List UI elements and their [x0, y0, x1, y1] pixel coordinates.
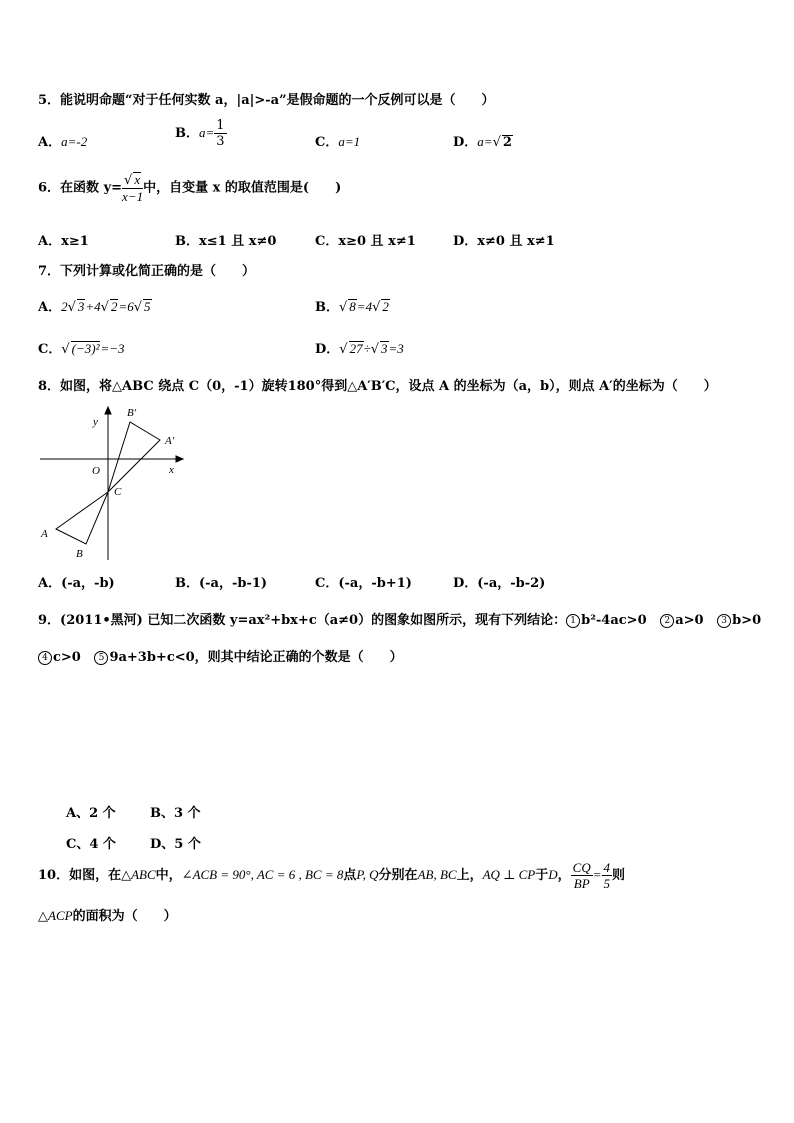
q7-stem: 7．下列计算或化简正确的是（ ）	[38, 264, 256, 279]
circled-number: 4	[38, 651, 52, 665]
q5-option-b	[175, 118, 227, 149]
fraction-numerator	[122, 172, 143, 189]
q10-math: P, Q	[356, 867, 379, 882]
q8-stem: 8．如图，将△ABC 绕点 C（0，-1）旋转180°得到△A′B′C，设点 A 的坐标为（a，b），则点 A′的坐标为（ ）	[38, 379, 717, 394]
triangle-abc	[56, 492, 108, 544]
circled-number: 5	[94, 651, 108, 665]
q5-stem: 5．能说明命题“对于任何实数 a，|a|>-a”是假命题的一个反例可以是（ ）	[38, 93, 495, 108]
option-label: D．	[315, 342, 340, 357]
q9-stem-line1	[38, 609, 761, 628]
q6-option-c: C．x≥0 且 x≠1	[315, 234, 416, 249]
q10-text: 分别在	[378, 868, 418, 883]
radical-sign-icon: √	[370, 342, 380, 357]
fraction-denominator: x−1	[122, 189, 144, 204]
option-value: a=	[477, 134, 493, 149]
q7-option-a	[38, 296, 152, 315]
expr-part: +4	[85, 299, 101, 314]
q9-stem-pre: 9．(2011•黑河) 已知二次函数 y=ax²+bx+c（a≠0）的图象如图所示，现有下列结论：	[38, 613, 567, 628]
q9-conclusion-4: c>0	[53, 650, 81, 665]
q10-math: AQ ⊥ CP	[482, 867, 536, 882]
q10-text: 则	[612, 868, 626, 883]
radicand: 3	[381, 341, 388, 356]
label-y: y	[93, 416, 98, 428]
fraction-denominator: 3	[216, 134, 225, 149]
fraction	[214, 118, 226, 149]
option-label: B．	[175, 126, 199, 141]
radical-sign-icon: √	[61, 342, 70, 357]
radicand: 2	[382, 299, 389, 314]
x-axis-arrow-icon	[176, 456, 183, 462]
radicand: 2	[502, 135, 512, 150]
circled-number: 3	[717, 614, 731, 628]
label-x: x	[169, 464, 174, 476]
q10-stem-line2	[38, 905, 177, 924]
radical-sign-icon: √	[339, 342, 348, 357]
q7-option-b	[315, 296, 390, 315]
q9-conclusion-2: a>0	[675, 613, 704, 628]
option-value: a=-2	[61, 134, 88, 149]
q5-option-a	[38, 131, 87, 150]
option-label: D．	[453, 135, 478, 150]
label-b-prime: B′	[127, 407, 137, 419]
q9-conclusion-5: 9a+3b+c<0，则其中结论正确的个数是（ ）	[109, 650, 403, 665]
q8-option-b: B．(-a，-b-1)	[175, 576, 268, 591]
q9-option-c: C、4 个	[66, 837, 116, 852]
radicand: 8	[349, 299, 356, 314]
triangle-a1b1c	[108, 422, 160, 492]
q7-option-d	[315, 338, 404, 357]
radical-sign-icon: √	[339, 300, 348, 315]
radical-sign-icon: √	[492, 135, 501, 150]
q6-option-d: D．x≠0 且 x≠1	[453, 234, 555, 249]
q9-stem-line2	[38, 646, 403, 665]
fraction-denominator: 5	[603, 876, 611, 891]
expr-part: 2	[61, 299, 68, 314]
q10-text: 点	[343, 868, 357, 883]
q10-math: AB, BC	[417, 867, 457, 882]
q10-text: 于	[535, 868, 549, 883]
y-axis-arrow-icon	[105, 407, 111, 414]
radicand: 5	[144, 299, 151, 314]
expr-part: ÷	[363, 341, 371, 356]
option-label: C．	[38, 342, 62, 357]
expr-part: =6	[118, 299, 134, 314]
expr-part: =−3	[100, 341, 125, 356]
option-label: B．	[315, 300, 339, 315]
q10-math: ∠ACB = 90°, AC = 6 , BC = 8	[181, 867, 344, 882]
option-label: A．	[38, 135, 62, 150]
radical-sign-icon: √	[67, 300, 76, 315]
q9-option-d: D、5 个	[150, 837, 201, 852]
q10-text: 10．如图，在	[38, 868, 122, 883]
q6-option-a: A．x≥1	[38, 234, 89, 249]
fraction-numerator: 1	[216, 118, 225, 133]
option-value: a=	[199, 125, 215, 140]
radicand: 3	[77, 299, 85, 314]
radical-sign-icon: √	[133, 300, 143, 315]
fraction-denominator: BP	[573, 876, 590, 891]
radical-sign-icon: √	[372, 300, 381, 315]
fraction-numerator: CQ	[572, 860, 591, 875]
circled-number: 1	[566, 614, 580, 628]
q6-stem-post: 中，自变量 x 的取值范围是( )	[143, 180, 342, 196]
radicand: 2	[110, 299, 118, 314]
q6-stem	[38, 172, 341, 204]
radicand: (−3)²	[71, 341, 100, 356]
q10-math: D	[548, 867, 558, 882]
q7-option-c	[38, 338, 125, 357]
label-c: C	[114, 486, 122, 498]
q8-option-c: C．(-a，-b+1)	[315, 576, 412, 591]
fraction	[571, 860, 593, 891]
q9-option-b: B、3 个	[150, 806, 201, 821]
label-a: A	[41, 528, 48, 540]
fraction	[602, 860, 613, 891]
q10-math: △ACP	[38, 908, 73, 923]
q6-option-b: B．x≤1 且 x≠0	[175, 234, 277, 249]
label-o: O	[92, 465, 100, 477]
q9-conclusion-3: b>0	[732, 613, 762, 628]
q5-option-d	[453, 131, 513, 150]
option-value: a=1	[338, 134, 361, 149]
q5-option-c	[315, 131, 360, 150]
q10-math: △ABC	[121, 867, 156, 882]
q6-stem-pre: 6．在函数 y=	[38, 180, 123, 196]
q9-option-a: A、2 个	[66, 806, 116, 821]
fraction-numerator: 4	[603, 860, 611, 875]
q10-text: 的面积为（ ）	[72, 909, 177, 924]
label-b: B	[76, 548, 83, 560]
q10-math: =	[592, 867, 602, 882]
option-label: C．	[315, 135, 339, 150]
circled-number: 2	[660, 614, 674, 628]
radical-sign-icon: √	[124, 173, 133, 188]
q9-conclusion-1: b²-4ac>0	[581, 613, 647, 628]
radical-sign-icon: √	[100, 300, 109, 315]
q10-text: 中，	[155, 868, 182, 883]
fraction	[122, 172, 143, 204]
radicand: x	[134, 172, 141, 187]
q8-option-a: A．(-a，-b)	[38, 576, 115, 591]
q10-text: 上，	[456, 868, 483, 883]
expr-part: =4	[356, 299, 373, 314]
label-a-prime: A′	[165, 435, 175, 447]
q8-option-d: D．(-a，-b-2)	[453, 576, 546, 591]
radicand: 27	[349, 341, 363, 356]
option-label: A．	[38, 300, 62, 315]
q10-stem-line1	[38, 860, 625, 891]
expr-part: =3	[388, 341, 404, 356]
q8-figure	[38, 402, 188, 562]
q10-text: ，	[557, 868, 571, 883]
